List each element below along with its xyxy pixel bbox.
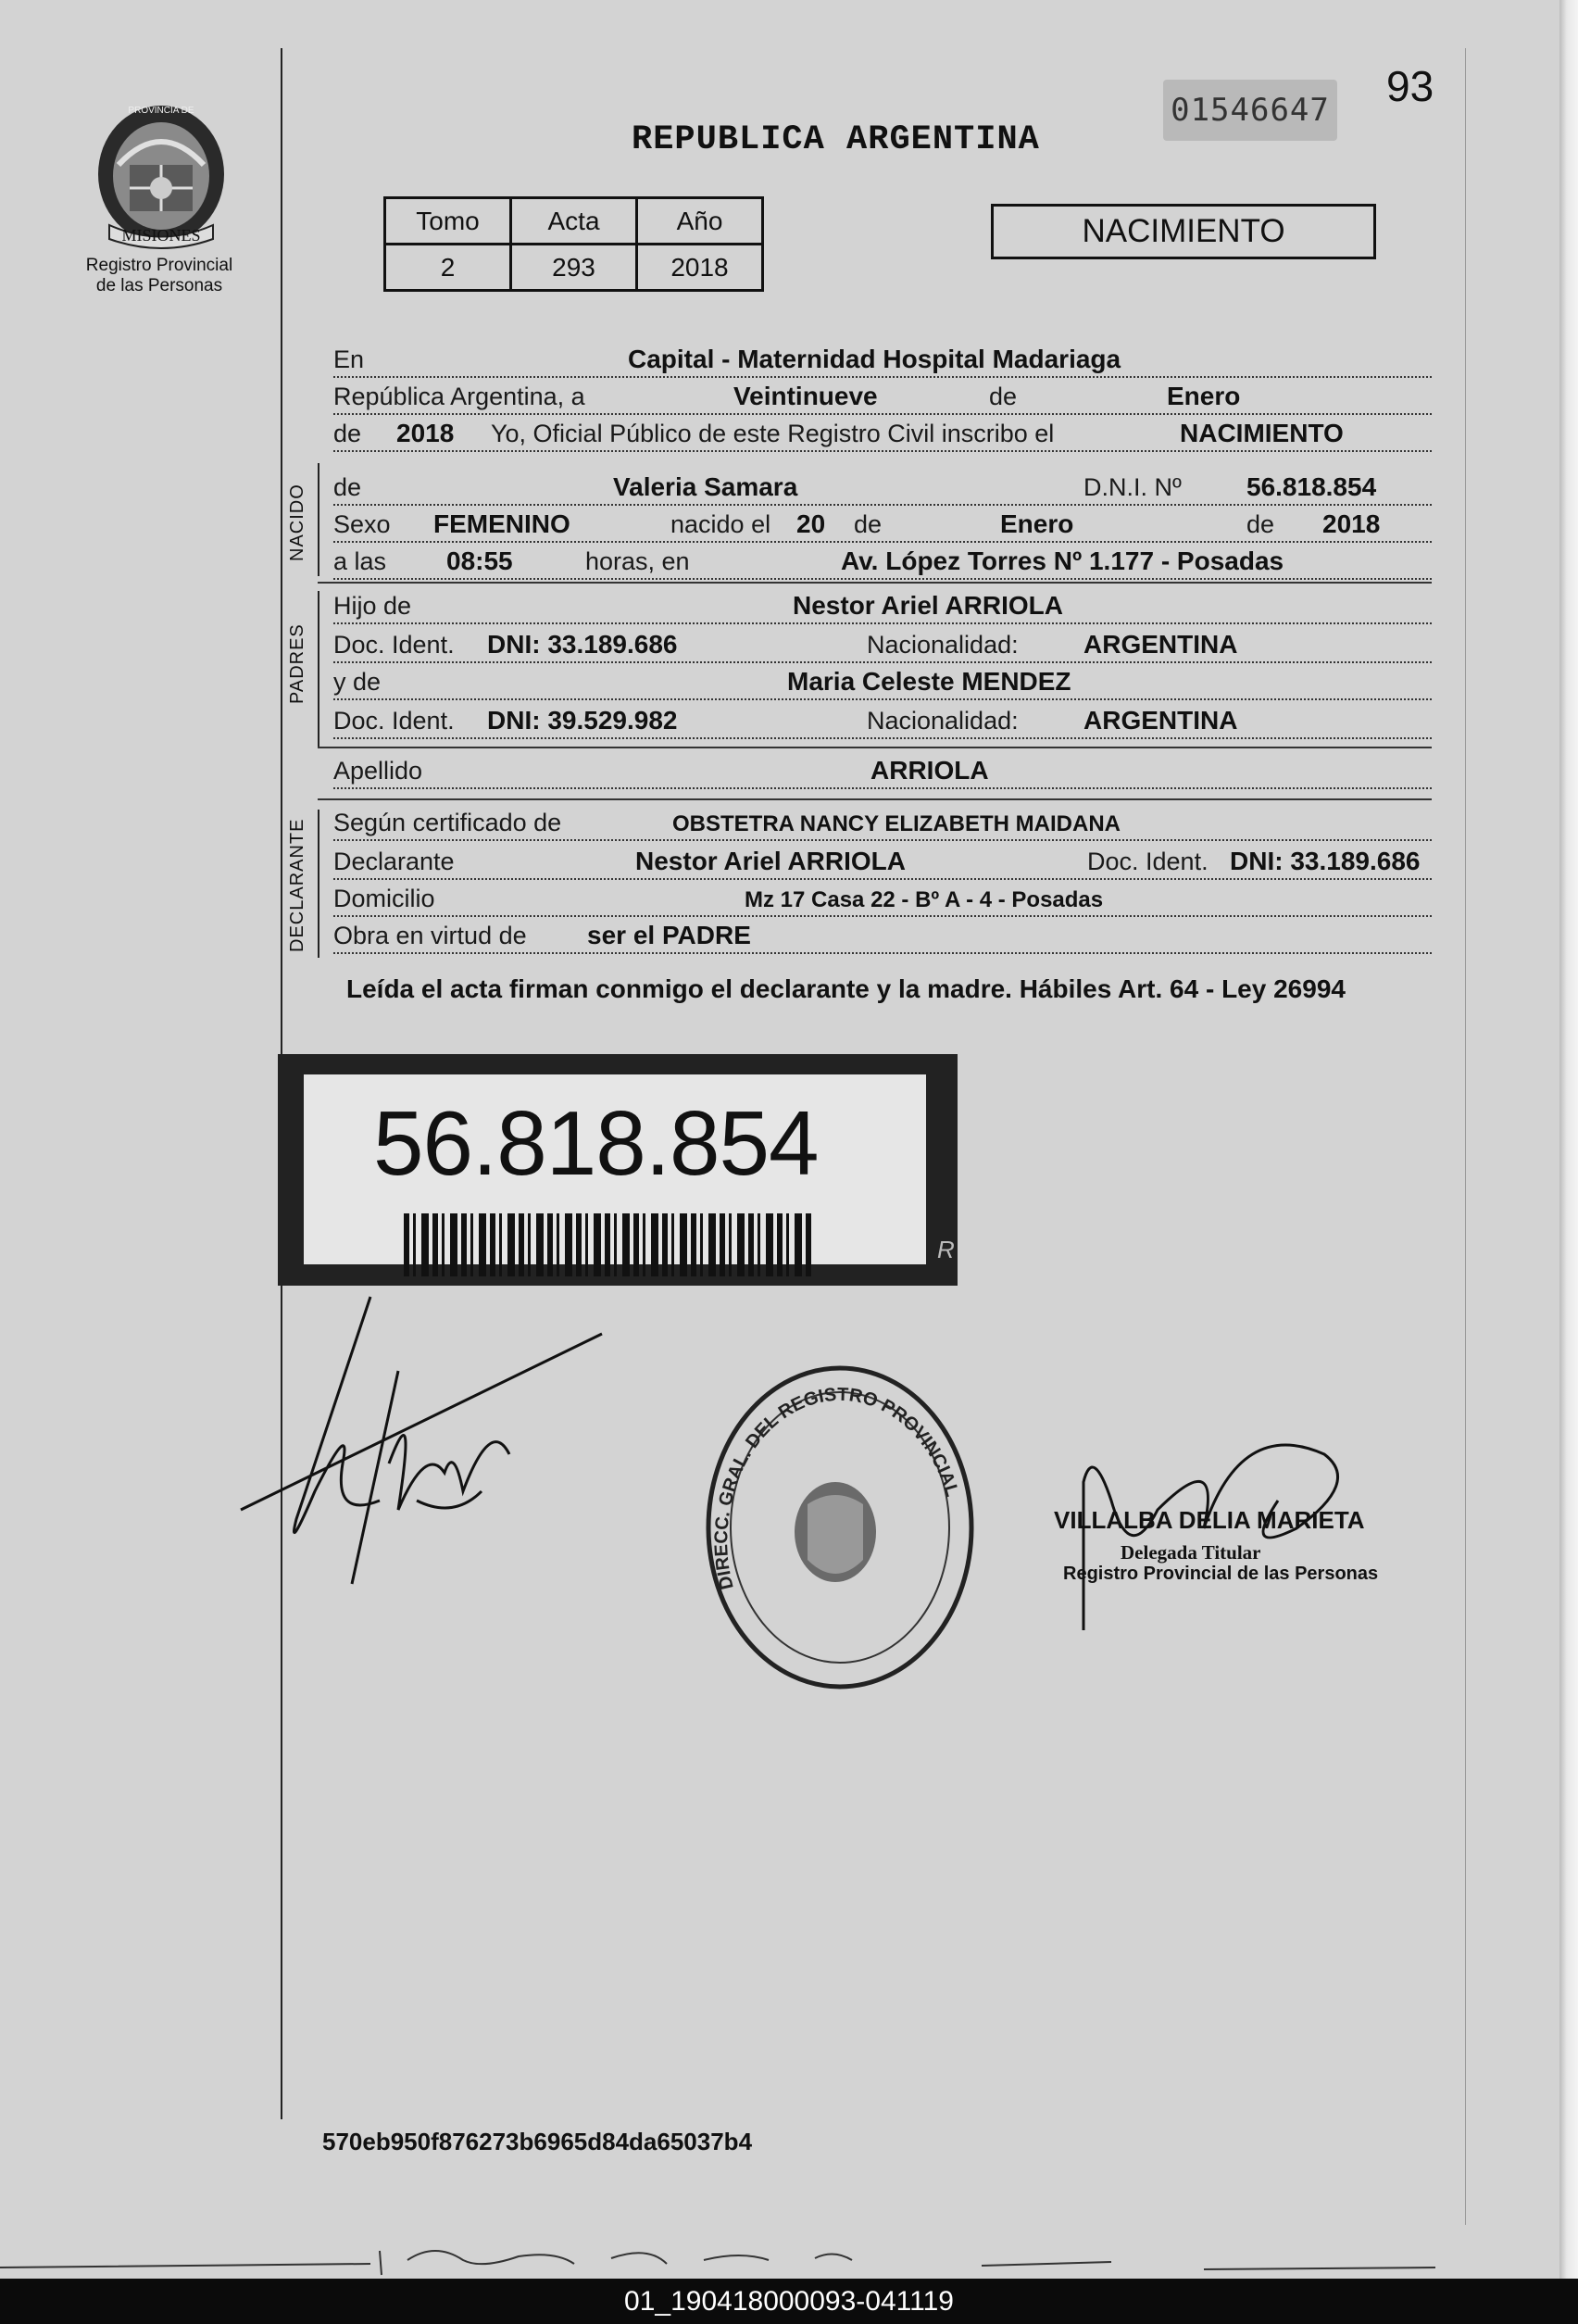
value-nac-madre: ARGENTINA: [1083, 706, 1238, 735]
padres-row-padre-doc: [333, 632, 1432, 663]
nacido-row-nombre: [333, 474, 1432, 506]
label-decl-doc: Doc. Ident.: [1087, 848, 1209, 875]
label-nac-padre: Nacionalidad:: [867, 631, 1019, 659]
value-decl-doc: DNI: 33.189.686: [1230, 847, 1421, 875]
value-inscribe: NACIMIENTO: [1180, 419, 1344, 447]
value-dni: 56.818.854: [1246, 472, 1377, 501]
label-alas: a las: [333, 547, 387, 575]
label-nac-madre: Nacionalidad:: [867, 707, 1019, 735]
label-dni: D.N.I. Nº: [1083, 473, 1182, 501]
divider-padres: [318, 747, 1432, 748]
declarante-bar: [318, 810, 319, 958]
value-segun: OBSTETRA NANCY ELIZABETH MAIDANA: [672, 811, 1121, 836]
label-obra: Obra en virtud de: [333, 922, 527, 949]
logo-caption-line2: de las Personas: [95, 276, 223, 295]
value-sexo: FEMENINO: [433, 509, 570, 538]
value-madre: Maria Celeste MENDEZ: [787, 667, 1071, 696]
svg-text:MISIONES: MISIONES: [121, 226, 201, 245]
label-y-de: y de: [333, 668, 382, 696]
divider-nacido: [318, 582, 1432, 584]
section-label-declarante: DECLARANTE: [287, 818, 307, 952]
label-de: de: [989, 383, 1018, 410]
nacido-row-sexo: [333, 511, 1432, 543]
value-padre: Nestor Ariel ARRIOLA: [793, 591, 1063, 620]
value-mes-nac: Enero: [1000, 509, 1074, 538]
value-doc-madre: DNI: 39.529.982: [487, 706, 678, 735]
barcode-inner: [304, 1074, 926, 1264]
value-apellido: ARRIOLA: [870, 756, 989, 785]
value-nac-padre: ARGENTINA: [1083, 630, 1238, 659]
padres-bar: [318, 591, 319, 748]
register-header-ano: Año: [637, 198, 763, 245]
value-domicilio: Mz 17 Casa 22 - Bº A - 4 - Posadas: [745, 887, 1104, 912]
dni-barcode-label: [278, 1054, 958, 1286]
register-value-ano: 2018: [637, 245, 763, 291]
label-nacido-de: de: [333, 473, 362, 501]
decl-row-obra: [333, 923, 1432, 954]
intro-row-inscribo: [333, 421, 1432, 452]
register-header-tomo: Tomo: [385, 198, 511, 245]
label-horas: horas, en: [585, 547, 690, 575]
label-segun: Según certificado de: [333, 809, 562, 836]
officer-title: Delegada Titular: [1121, 1541, 1261, 1564]
intro-row-en: [333, 346, 1432, 378]
page-number: 93: [1386, 62, 1434, 110]
officer-name: VILLALBA DELIA MARIETA: [1054, 1506, 1365, 1534]
image-footer-id: 01_190418000093-041119: [0, 2279, 1578, 2324]
serial-stamp: 01546647: [1163, 80, 1337, 141]
right-margin-line: [1465, 48, 1466, 2225]
value-mes-acta: Enero: [1167, 382, 1241, 410]
value-nombre: Valeria Samara: [613, 472, 798, 501]
declarant-signature: [232, 1278, 620, 1612]
value-lugar: Av. López Torres Nº 1.177 - Posadas: [841, 546, 1284, 575]
label-republica: República Argentina, a: [333, 383, 585, 410]
nacido-row-hora: [333, 548, 1432, 580]
padres-row-madre: [333, 669, 1432, 700]
section-label-nacido: NACIDO: [287, 484, 307, 561]
section-label-padres: PADRES: [287, 623, 307, 704]
decl-row-segun: [333, 810, 1432, 841]
apellido-row: [333, 758, 1432, 789]
barcode-icon: [404, 1213, 811, 1276]
divider-apellido: [318, 798, 1432, 800]
value-dia-nac: 20: [796, 509, 826, 538]
label-apellido: Apellido: [333, 757, 423, 785]
page-edge: [1559, 0, 1578, 2279]
label-nac-de: de: [854, 510, 883, 538]
document-heading: REPUBLICA ARGENTINA: [632, 120, 1040, 159]
padres-row-madre-doc: [333, 708, 1432, 739]
label-domicilio: Domicilio: [333, 885, 435, 912]
register-value-tomo: 2: [385, 245, 511, 291]
label-doc-padre: Doc. Ident.: [333, 631, 455, 659]
document-type-box: NACIMIENTO: [991, 204, 1376, 259]
value-ano-acta: 2018: [396, 419, 455, 447]
value-dia-acta: Veintinueve: [733, 382, 878, 410]
value-en: Capital - Maternidad Hospital Madariaga: [628, 345, 1121, 373]
logo-caption: [67, 256, 252, 296]
intro-row-fecha: [333, 383, 1432, 415]
register-header-acta: Acta: [511, 198, 637, 245]
label-nacido-el: nacido el: [670, 510, 771, 538]
label-yo: Yo, Oficial Público de este Registro Civil inscribo el: [491, 420, 1055, 447]
padres-row-padre: [333, 593, 1432, 624]
barcode-number: 56.818.854: [373, 1092, 819, 1194]
document-hash: 570eb950f876273b6965d84da65037b4: [322, 2128, 753, 2155]
label-declarante: Declarante: [333, 848, 455, 875]
officer-office: Registro Provincial de las Personas: [1063, 1564, 1379, 1584]
label-hijo-de: Hijo de: [333, 592, 412, 620]
closing-statement: Leída el acta firman conmigo el declarante y la madre. Hábiles Art. 64 - Ley 26994: [346, 974, 1346, 1003]
svg-text:PROVINCIA DE: PROVINCIA DE: [128, 106, 194, 116]
value-hora: 08:55: [446, 546, 513, 575]
register-table: [383, 196, 764, 292]
label-nac-de2: de: [1246, 510, 1275, 538]
register-value-acta: 293: [511, 245, 637, 291]
value-doc-padre: DNI: 33.189.686: [487, 630, 678, 659]
label-sexo: Sexo: [333, 510, 391, 538]
provincia-misiones-seal: [93, 100, 230, 256]
value-obra: ser el PADRE: [587, 921, 751, 949]
bottom-scrawl: [0, 2232, 1578, 2279]
label-doc-madre: Doc. Ident.: [333, 707, 455, 735]
label-en: En: [333, 345, 365, 373]
svg-text:DIRECC. GRAL. DEL REGISTRO PRO: DIRECC. GRAL. DEL REGISTRO PROVINCIAL: [711, 1384, 963, 1592]
barcode-side-letter: R: [937, 1236, 955, 1263]
nacido-bar: [318, 463, 319, 576]
decl-row-domicilio: [333, 886, 1432, 917]
official-stamp: [696, 1356, 983, 1699]
decl-row-declarante: [333, 848, 1432, 880]
value-ano-nac: 2018: [1322, 509, 1381, 538]
value-declarante: Nestor Ariel ARRIOLA: [635, 847, 906, 875]
logo-caption-line1: Registro Provincial: [85, 256, 233, 275]
label-de2: de: [333, 420, 362, 447]
